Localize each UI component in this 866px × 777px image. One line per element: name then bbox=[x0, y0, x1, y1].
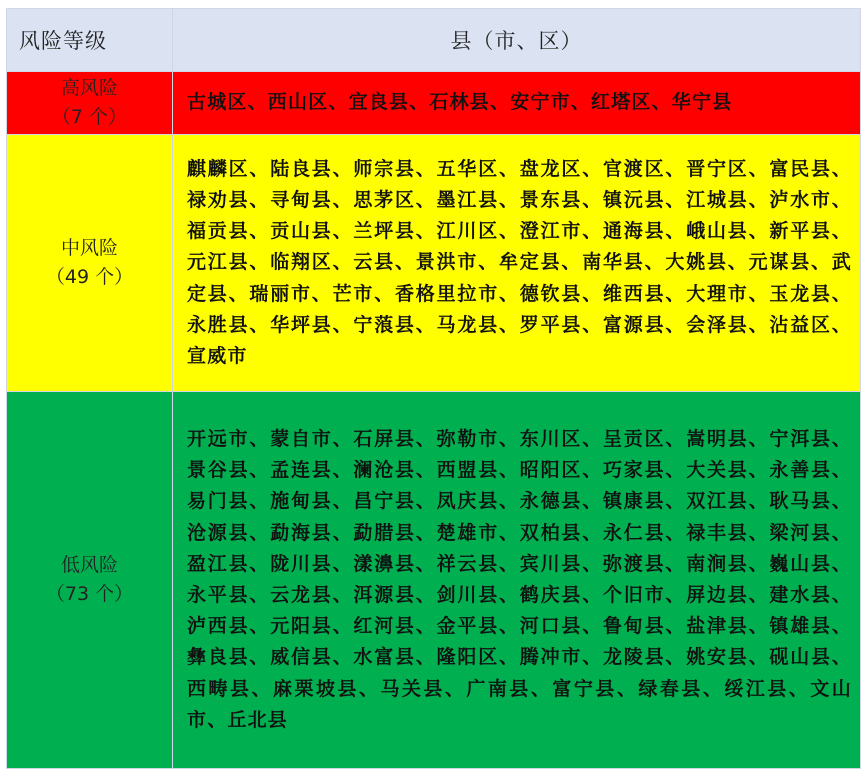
low-risk-level-cell bbox=[7, 392, 173, 769]
medium-risk-label: 中风险 bbox=[60, 237, 118, 259]
medium-risk-counties: 麒麟区、陆良县、师宗县、五华区、盘龙区、官渡区、晋宁区、富民县、禄劝县、寻甸县、思茅区、墨江县、景东县、镇沅县、江城县、泸水市、福贡县、贡山县、兰坪县、江川区、澄江市、通海县、峨山县、新平县、元江县、临翔区、云县、景洪市、牟定县、南华县、大姚县、元谋县、武定县、瑞丽市、芒市、香格里拉市、德钦县、维西县、大理市、玉龙县、永胜县、华坪县、宁蒗县、马龙县、罗平县、富源县、会泽县、沾益区、宣威市 bbox=[173, 135, 861, 392]
high-risk-counties: 古城区、西山区、宜良县、石林县、安宁市、红塔区、华宁县 bbox=[173, 72, 861, 135]
high-risk-row bbox=[7, 72, 861, 135]
low-risk-counties: 开远市、蒙自市、石屏县、弥勒市、东川区、呈贡区、嵩明县、宁洱县、景谷县、孟连县、澜沧县、西盟县、昭阳区、巧家县、大关县、永善县、易门县、施甸县、昌宁县、凤庆县、永德县、镇康县、双江县、耿马县、沧源县、勐海县、勐腊县、楚雄市、双柏县、永仁县、禄丰县、梁河县、盈江县、陇川县、漾濞县、祥云县、宾川县、弥渡县、南涧县、巍山县、永平县、云龙县、洱源县、剑川县、鹤庆县、个旧市、屏边县、建水县、泸西县、元阳县、红河县、金平县、河口县、鲁甸县、盐津县、镇雄县、彝良县、威信县、水富县、隆阳区、腾冲市、龙陵县、姚安县、砚山县、西畴县、麻栗坡县、马关县、广南县、富宁县、绿春县、绥江县、文山市、丘北县 bbox=[173, 392, 861, 769]
high-risk-count: （7 个） bbox=[51, 106, 128, 128]
header-risk-level: 风险等级 bbox=[7, 9, 173, 72]
header-counties: 县（市、区） bbox=[173, 9, 861, 72]
medium-risk-row bbox=[7, 135, 861, 392]
medium-risk-count: （49 个） bbox=[45, 266, 134, 288]
table-header-row bbox=[7, 9, 861, 72]
high-risk-level-cell bbox=[7, 72, 173, 135]
medium-risk-level-cell bbox=[7, 135, 173, 392]
low-risk-row bbox=[7, 392, 861, 769]
high-risk-label: 高风险 bbox=[60, 77, 118, 99]
low-risk-label: 低风险 bbox=[60, 554, 118, 576]
low-risk-count: （73 个） bbox=[45, 583, 134, 605]
risk-level-table bbox=[6, 8, 861, 769]
